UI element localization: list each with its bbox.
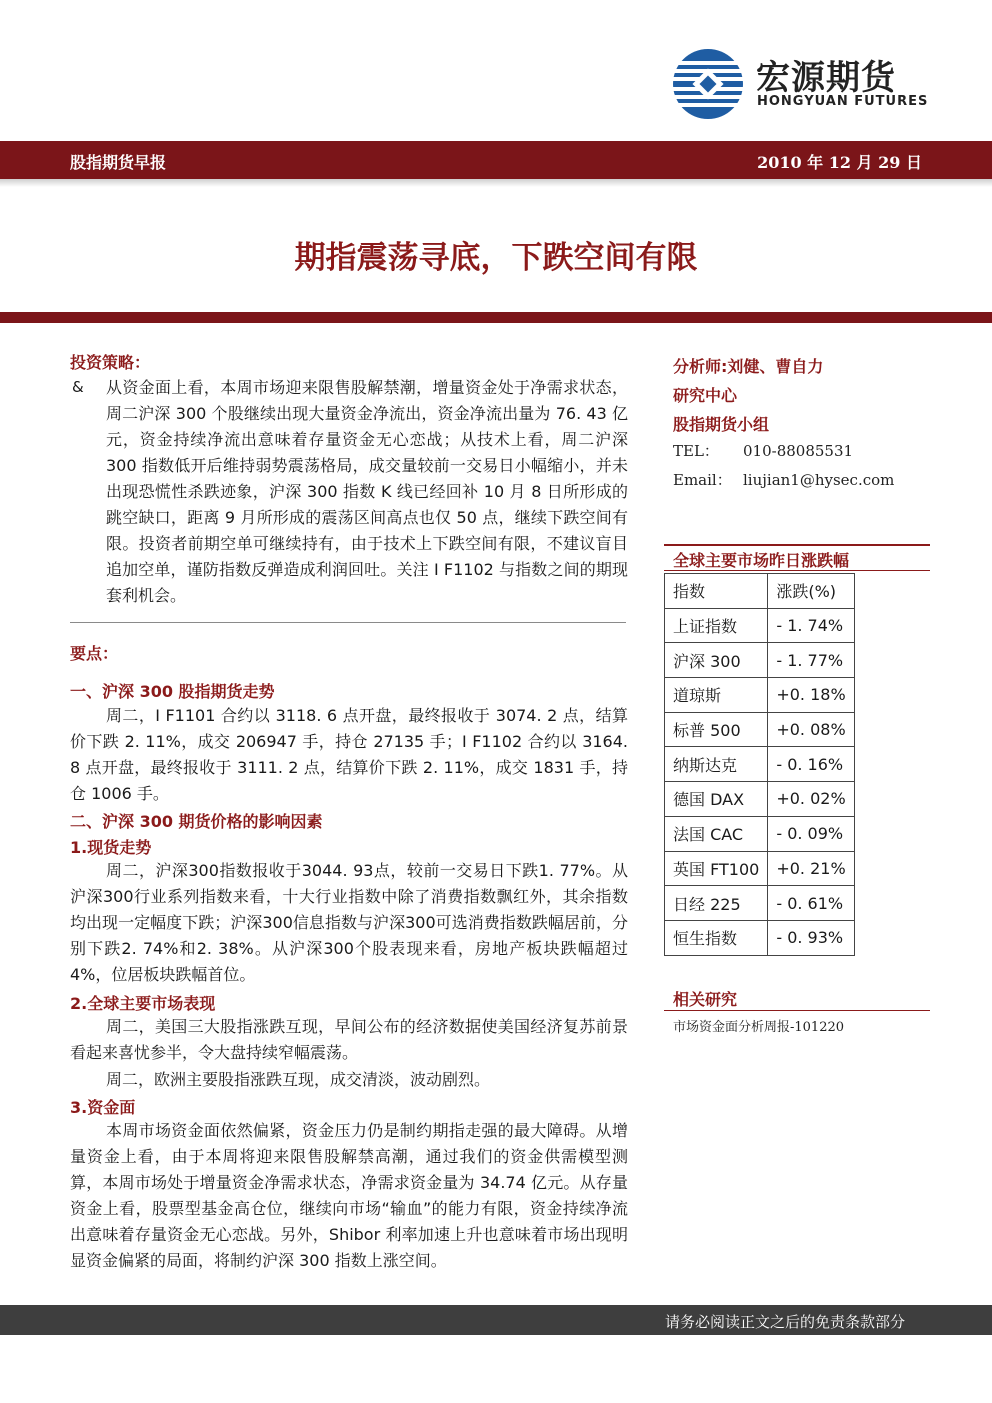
market-name: 标普 500: [665, 712, 768, 747]
related-research-title: 相关研究: [673, 990, 738, 1009]
header-index-cell: 指数: [665, 574, 768, 609]
email-label: Email：: [673, 471, 732, 489]
header-band: [0, 141, 992, 179]
subsection-1-title: 1.现货走势: [70, 838, 152, 857]
subsection-2-text-2: 周二，欧洲主要股指涨跌互现，成交清淡，波动剧烈。: [106, 1070, 491, 1089]
market-title-rule: [664, 544, 930, 546]
section-divider: [70, 622, 626, 623]
logo-name-cn: 宏源期货: [756, 58, 896, 98]
company-logo: [672, 44, 929, 120]
table-row: [665, 747, 855, 782]
related-title-underline: [664, 1010, 930, 1011]
report-type: 股指期货早报: [70, 153, 167, 172]
market-name: 日经 225: [665, 886, 768, 921]
subsection-3-title: 3.资金面: [70, 1098, 136, 1117]
market-table: [664, 573, 855, 956]
table-row: [665, 643, 855, 678]
table-row: [665, 608, 855, 643]
market-change: - 0. 61%: [768, 886, 854, 921]
strategy-text: 从资金面上看，本周市场迎来限售股解禁潮，增量资金处于净需求状态，周二沪深 300 个股继续出现大量资金净流出，资金净流出量为 76. 43 亿元，资金持续净流出意味着存量资金无心恋战；从技术上看，周二沪深 300 指数低开后维持弱势震荡格局，成交量较前一交易日小幅缩小，并未出现恐慌性杀跌迹象，沪深 300 指数 K 线已经回补 10 月 8 日所形成的跳空缺口，距离 9 月所形成的震荡区间高点也仅 50 点，继续下跌空间有限。投资者前期空单可继续持有，由于技术上下跌空间有限，不建议盲目追加空单，谨防指数反弹造成利润回吐。关注 I F1102 与指数之间的期现套利机会。: [106, 378, 628, 605]
title-divider-band: [0, 312, 992, 323]
market-change: +0. 02%: [768, 782, 854, 817]
subsection-1-text: 周二，沪深300指数报收于3044. 93点，较前一交易日下跌1. 77%。从沪深300行业系列指数来看，十大行业指数中除了消费指数飘红外，其余指数均出现一定幅度下跌；沪深300信息指数与沪深300可选消费指数跌幅居前，分别下跌2. 74%和2. 38%。从沪深300个股表现来看，房地产板块跌幅超过4%，位居板块跌幅首位。: [70, 861, 628, 984]
market-change: +0. 08%: [768, 712, 854, 747]
table-row: [665, 920, 855, 955]
table-row: [665, 782, 855, 817]
footer-band: [0, 1305, 992, 1335]
market-name: 沪深 300: [665, 643, 768, 678]
table-row: [665, 678, 855, 713]
research-group: 股指期货小组: [673, 415, 770, 434]
header-change-cell: 涨跌(%): [768, 574, 854, 609]
section-1-text: 周二，I F1101 合约以 3118. 6 点开盘，最终报收于 3074. 2 点，结算价下跌 2. 11%，成交 206947 手，持仓 27135 手；I F1102 合约以 3164. 8 点开盘，最终报收于 3111. 2 点，结算价下跌 2. 11%，成交 1831 手，持仓 1006 手。: [70, 706, 628, 803]
market-name: 英国 FT100: [665, 851, 768, 886]
market-name: 德国 DAX: [665, 782, 768, 817]
market-name: 纳斯达克: [665, 747, 768, 782]
market-change: - 1. 77%: [768, 643, 854, 678]
market-change: +0. 21%: [768, 851, 854, 886]
disclaimer-notice: 请务必阅读正文之后的免责条款部分: [664, 1313, 905, 1331]
email-value[interactable]: liujian1@hysec.com: [743, 471, 895, 489]
market-name: 上证指数: [665, 608, 768, 643]
tel-value: 010-88085531: [743, 442, 854, 460]
contact-block: [673, 437, 953, 495]
logo-name-en: HONGYUAN FUTURES: [757, 94, 929, 109]
market-name: 恒生指数: [665, 920, 768, 955]
market-change: - 0. 09%: [768, 816, 854, 851]
subsection-3-text: 本周市场资金面依然偏紧，资金压力仍是制约期指走强的最大障碍。从增量资金上看，由于本周将迎来限售股解禁高潮，通过我们的资金供需模型测算，本周市场处于增量资金净需求状态，净需求资金量为 34.74 亿元。从存量资金上看，股票型基金高仓位，继续向市场“输血”的能力有限，资金持续净流出意味着存量资金无心恋战。另外，Shibor 利率加速上升也意味着市场出现明显资金偏紧的局面，将制约沪深 300 指数上涨空间。: [70, 1121, 628, 1270]
header-shadow: [0, 179, 992, 187]
market-title-underline: [664, 570, 930, 571]
table-row: [665, 816, 855, 851]
market-table-title: 全球主要市场昨日涨跌幅: [673, 551, 850, 570]
subsection-2-title: 2.全球主要市场表现: [70, 994, 216, 1013]
points-heading: 要点：: [70, 644, 119, 663]
report-date: 2010 年 12 月 29 日: [757, 153, 922, 172]
analyst-names: 分析师:刘健、曹自力: [673, 357, 824, 376]
table-row: [665, 851, 855, 886]
market-change: +0. 18%: [768, 678, 854, 713]
analyst-block: [673, 352, 933, 439]
market-change: - 1. 74%: [768, 608, 854, 643]
table-row: [665, 886, 855, 921]
section-1-title: 一、沪深 300 股指期货走势: [70, 682, 275, 701]
section-2-title: 二、沪深 300 期货价格的影响因素: [70, 812, 323, 831]
table-header-row: [665, 574, 855, 609]
market-name: 道琼斯: [665, 678, 768, 713]
strategy-bullet: &: [72, 378, 84, 396]
market-change: - 0. 16%: [768, 747, 854, 782]
hongyuan-emblem-icon: [672, 48, 744, 120]
subsection-2-text-1: 周二，美国三大股指涨跌互现，早间公布的经济数据使美国经济复苏前景看起来喜忧参半，令大盘持续窄幅震荡。: [70, 1017, 628, 1062]
research-center: 研究中心: [673, 386, 738, 405]
strategy-heading: 投资策略：: [70, 353, 151, 372]
market-change: - 0. 93%: [768, 920, 854, 955]
table-row: [665, 712, 855, 747]
market-name: 法国 CAC: [665, 816, 768, 851]
related-research-link[interactable]: 市场资金面分析周报-101220: [673, 1020, 845, 1035]
tel-label: TEL：: [673, 442, 719, 460]
page-title: 期指震荡寻底，下跌空间有限: [294, 240, 698, 276]
